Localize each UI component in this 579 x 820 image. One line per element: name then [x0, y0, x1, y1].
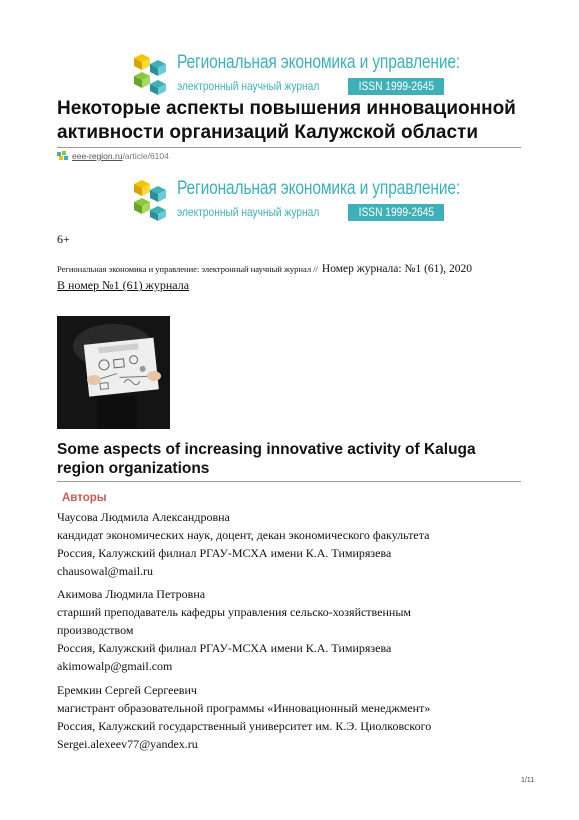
journal-logo-subtitle: электронный научный журнал — [177, 205, 320, 219]
journal-logo-title: Региональная экономика и управление: — [177, 52, 461, 73]
author-email: chausowal@mail.ru — [57, 564, 154, 578]
innovation-board-illustration-icon — [57, 316, 170, 429]
issn-badge — [348, 204, 444, 221]
age-rating: 6+ — [57, 232, 70, 246]
author-position-cont: производством — [57, 623, 134, 637]
issn-text: ISSN 1999-2645 — [358, 79, 434, 93]
cube-logo-icon — [130, 52, 170, 96]
author-name: Еремкин Сергей Сергеевич — [57, 683, 197, 697]
author-position: старший преподаватель кафедры управления сельско-хозяйственным — [57, 605, 411, 619]
source-url-path[interactable]: /article/6104 — [122, 151, 169, 161]
journal-logo-title: Региональная экономика и управление: — [177, 178, 461, 199]
issn-text: ISSN 1999-2645 — [358, 205, 434, 219]
issn-badge — [348, 78, 444, 95]
issue-link[interactable]: В номер №1 (61) журнала — [57, 278, 190, 292]
source-url-domain[interactable]: eee-region.ru — [72, 151, 123, 161]
journal-logo-header — [130, 52, 461, 96]
site-favicon-icon — [57, 151, 69, 161]
cube-logo-icon — [130, 178, 170, 222]
author-name: Чаусова Людмила Александровна — [57, 510, 230, 524]
article-image — [57, 316, 170, 429]
author-block — [57, 508, 527, 580]
journal-logo-subtitle: электронный научный журнал — [177, 79, 320, 93]
page-number: 1/11 — [521, 777, 535, 784]
authors-heading: Авторы — [62, 492, 107, 504]
author-email: akimowalp@gmail.com — [57, 659, 173, 673]
author-block — [57, 681, 527, 753]
author-position: магистрант образовательной программы «Инновационный менеджмент» — [57, 701, 431, 715]
journal-name: Региональная экономика и управление: электронный научный журнал // — [57, 264, 318, 274]
journal-logo-body — [130, 178, 461, 222]
author-email: Sergei.alexeev77@yandex.ru — [57, 737, 198, 751]
author-affiliation: Россия, Калужский государственный университет им. К.Э. Циолковского — [57, 719, 432, 733]
article-title-english: Some aspects of increasing innovative activity of Kaluga region organizations — [57, 441, 476, 477]
article-title: Некоторые аспекты повышения инновационной активности организаций Калужской области — [57, 98, 516, 143]
author-position: кандидат экономических наук, доцент, декан экономического факультета — [57, 528, 430, 542]
source-url[interactable] — [57, 151, 169, 161]
title-divider — [57, 147, 521, 148]
author-affiliation: Россия, Калужский филиал РГАУ-МСХА имени К.А. Тимирязева — [57, 546, 392, 560]
author-name: Акимова Людмила Петровна — [57, 587, 206, 601]
author-affiliation: Россия, Калужский филиал РГАУ-МСХА имени К.А. Тимирязева — [57, 641, 392, 655]
english-title-divider — [57, 481, 521, 482]
author-block — [57, 585, 527, 675]
journal-citation — [57, 259, 472, 277]
issue-label: Номер журнала: №1 (61), 2020 — [321, 263, 472, 275]
